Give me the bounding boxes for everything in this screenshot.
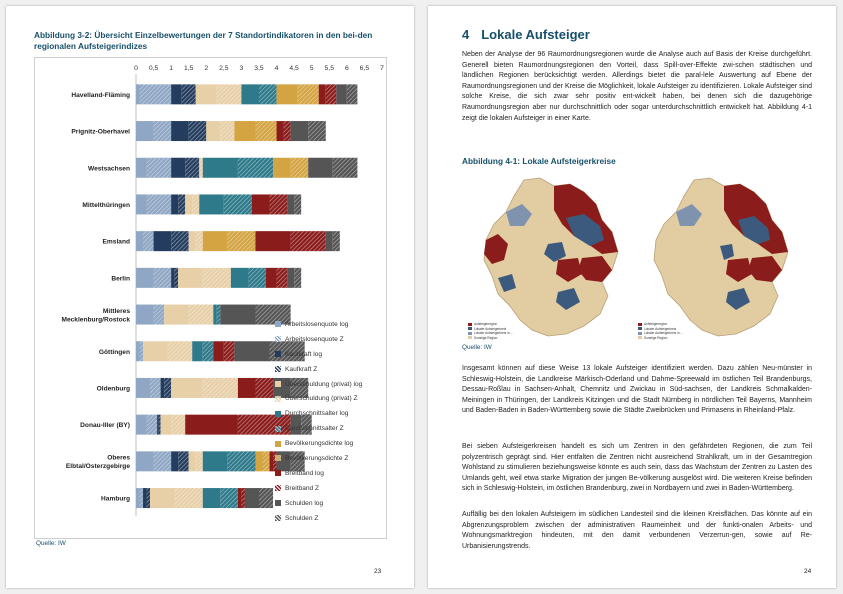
bar-segment-hatch [189, 121, 207, 141]
category-label: Mittelthüringen [82, 201, 130, 209]
map-legend-item: Aufsteigerregion [638, 322, 683, 326]
bar-segment [171, 194, 178, 214]
bar-segment [273, 158, 291, 178]
bar-segment [171, 121, 189, 141]
bar-segment-hatch [259, 488, 273, 508]
bar-segment [199, 194, 224, 214]
bar-segment [277, 84, 298, 104]
bar-segment-hatch [238, 158, 273, 178]
left-page [6, 6, 414, 588]
bar-segment [171, 378, 203, 398]
bar-segment-hatch [224, 341, 235, 361]
bar-segment [189, 451, 196, 471]
section-number: 4 [462, 27, 470, 42]
paragraph-south: Auffällig bei den lokalen Aufsteigern im südlichen Landesteil sind die kleinen Kreisflächen. Das könnte auf ein Abgrenzungsproblem zwischen der administrativen Raumeinheit und der funkti-onalen Arbeits- und Wohnungsmarktregion hindeuten, mit den damit verbundenen Verzerrun-gen, sowie auf Re-Urbanisierungstrends. [462, 511, 812, 550]
x-tick-label: 5 [309, 65, 314, 72]
bar-segment-hatch [154, 268, 172, 288]
bar-segment-hatch [185, 158, 199, 178]
bar-segment-hatch [284, 121, 291, 141]
bar-segment [178, 268, 203, 288]
map-legend-item: Lokaler Aufsteigerkreis in ... [468, 331, 513, 335]
bar-segment [270, 451, 274, 471]
bar-segment [319, 84, 326, 104]
bar-segment-hatch [199, 158, 203, 178]
legend-item [275, 481, 362, 496]
category-label: Elbtal/Osterzgebirge [65, 463, 130, 471]
x-tick-label: 2 [204, 65, 209, 72]
map-legend-item: Sonstige Region [638, 336, 683, 340]
legend-item [275, 391, 362, 406]
bar-segment [171, 451, 178, 471]
bar-segment [164, 305, 189, 325]
bar-segment-hatch [178, 194, 185, 214]
legend-swatch [275, 396, 281, 402]
bar-segment-hatch [147, 415, 158, 435]
bar-segment-hatch [171, 415, 185, 435]
bar-segment-hatch [147, 194, 172, 214]
legend-label: Arbeitslosenquote Z [285, 335, 344, 343]
legend-label: Bevölkerungsdichte Z [285, 454, 349, 462]
bar-segment-hatch [220, 488, 238, 508]
bar-segment [234, 121, 255, 141]
bar-segment-hatch [326, 84, 337, 104]
category-label: Westsachsen [87, 165, 130, 173]
bar-segment-hatch [171, 231, 189, 251]
bar-segment-hatch [294, 194, 301, 214]
map-legend-item: Aufsteigerregion [468, 322, 513, 326]
bar-segment-hatch [147, 158, 172, 178]
page-number-right: 24 [804, 568, 812, 575]
bar-segment [154, 231, 172, 251]
legend-label: Überschuldung (privat) Z [285, 395, 358, 403]
germany-map-right [632, 174, 802, 342]
bar-segment-hatch [298, 84, 319, 104]
bar-segment [150, 488, 175, 508]
bar-segment-hatch [147, 488, 151, 508]
bar-segment [196, 84, 217, 104]
legend-swatch [275, 441, 281, 447]
bar-segment-hatch [159, 415, 161, 435]
legend-swatch [275, 515, 281, 521]
bar-segment [171, 268, 175, 288]
paragraph-local-risers: Insgesamt können auf diese Weise 13 lokale Aufsteiger identifiziert werden. Dazu zählen Neu-münster in Schleswig-Holstein, die Landkreise Märkisch-Oderland und Dahme-Spreewald im östlichen Teil Brandenburgs, Dessau-Roßlau in Sachsen-Anhalt, Chemnitz und Zwickau in Süd-sachsen, der Landkreis Schmalkalden-Meiningen in Thüringen, der Landkreis Kitzingen und die Stadt Nürnberg in nördlichen Teil Bayerns, Mannheim und Baden-Baden in Baden-Württemberg sowie die Städte Zweibrücken und Primasens in Rheinland-Pfalz. [462, 365, 812, 415]
bar-segment-hatch [140, 488, 144, 508]
map-legend-item: Sonstige Region [468, 336, 513, 340]
bar-segment-hatch [203, 378, 238, 398]
legend-item [275, 362, 362, 377]
bar-segment [203, 231, 228, 251]
bar-segment [238, 378, 256, 398]
bar-segment-hatch [168, 341, 193, 361]
bar-segment [192, 341, 203, 361]
bar-segment [234, 341, 269, 361]
bar-segment-hatch [140, 84, 172, 104]
bar-segment-hatch [175, 488, 203, 508]
bar-segment-hatch [333, 231, 340, 251]
x-tick-label: 3,5 [254, 65, 264, 72]
bar-segment-hatch [203, 268, 231, 288]
bar-segment [308, 158, 333, 178]
right-page [428, 6, 836, 588]
bar-segment [136, 451, 154, 471]
bar-segment [336, 84, 347, 104]
bar-segment-hatch [259, 84, 277, 104]
category-label: Emsland [102, 238, 130, 246]
bar-segment [241, 84, 259, 104]
x-tick-label: 6,5 [359, 65, 370, 72]
bar-segment [136, 268, 154, 288]
category-label: Donau-Iller (BY) [80, 422, 130, 430]
legend-item [275, 496, 362, 511]
germany-map-left [462, 174, 632, 342]
legend-item [275, 451, 362, 466]
bar-segment [277, 121, 284, 141]
bar-segment [171, 158, 185, 178]
legend-swatch [275, 426, 281, 432]
figure-4-1-title: Abbildung 4-1: Lokale Aufsteigerkreise [462, 156, 616, 166]
category-label: Berlin [111, 275, 130, 283]
bar-segment [266, 268, 277, 288]
bar-segment [203, 158, 238, 178]
bar-segment [161, 415, 172, 435]
legend-swatch [275, 455, 281, 461]
bar-segment [136, 231, 143, 251]
paragraph-intro: Neben der Analyse der 96 Raumordnungsregionen wurde die Analyse auch auf Basis der Kreise durchgeführt. Generell bieten Raumordnungsregionen den Vorteil, dass Spill-over-Effekte zwi-schen städtischen und ländlichen Regionen berücksichtigt werden. Allerdings bietet die paral-lele Auswertung auf Ebene der Raumordnungsregionen und der Kreise die Möglichkeit, lokale Aufsteiger zu identifizieren. Lokale Aufsteiger sind solche Kreise, die sich zwar sehr positiv ent-wickelt haben, bei denen sich die dazugehörige Raumordnungsregion aber nur durchschnittlich oder sogar unterdurchschnittlich entwickelt hat. Abbildung 4-1 zeigt die lokalen Aufsteiger in einer Karte. [462, 51, 812, 122]
bar-segment [185, 194, 192, 214]
bar-segment-hatch [189, 305, 214, 325]
bar-segment [171, 84, 182, 104]
category-label: Oberes [107, 454, 130, 462]
map-legend-item: Lokaler Aufsteigerkreis [468, 327, 513, 331]
bar-segment [255, 451, 262, 471]
legend-item [275, 332, 362, 347]
legend-label: Kaufkraft Z [285, 365, 318, 373]
category-label: Mecklenburg/Rostock [61, 316, 130, 324]
legend-swatch [275, 500, 281, 506]
legend-label: Kaufkraft log [285, 350, 323, 358]
bar-segment-hatch [224, 194, 252, 214]
bar-segment-hatch [203, 341, 214, 361]
bar-segment-hatch [192, 194, 199, 214]
x-tick-label: 5,5 [324, 65, 334, 72]
map-legend-item: Lokaler Aufsteigerkreis in ... [638, 331, 683, 335]
legend-swatch [275, 411, 281, 417]
legend-label: Überschuldung (privat) log [285, 380, 363, 388]
paragraph-centers: Bei sieben Aufsteigerkreisen handelt es sich um Zentren in den gefährdeten Regionen, die zum Teil polyzentrisch geprägt sind. Hier entfalten die Zentren nicht ausreichend Strahlkraft, um in der Gesamtregion Wohlstand zu stimulieren beziehungsweise könnte es auch sein, dass das Wachstum der Zentren zu Lasten des Umlands geht, weil etwa starke Migration der jungen Be-völkerung ausgelöst wird. Die weiteren Kreise befinden sich in Schleswig-Holstein, im östlichen Brandenburg, zwei in Nordbayern und zwei in Baden-Württemberg. [462, 443, 812, 493]
bar-segment [136, 84, 140, 104]
legend-item [275, 317, 362, 332]
bar-segment-hatch [154, 121, 172, 141]
legend-label: Durchschnittsalter Z [285, 425, 344, 433]
bar-segment [213, 341, 224, 361]
bar-segment-hatch [182, 84, 196, 104]
legend-swatch [275, 351, 281, 357]
bar-segment [326, 231, 333, 251]
legend-label: Breitband Z [285, 484, 320, 492]
map-legend-left [468, 322, 513, 340]
bar-segment [136, 488, 140, 508]
category-label: Hamburg [101, 495, 130, 503]
category-label: Prignitz-Oberhavel [71, 128, 130, 136]
category-label: Havelland-Fläming [71, 91, 130, 99]
bar-segment-hatch [294, 268, 301, 288]
x-tick-label: 4 [274, 65, 279, 72]
legend-label: Arbeitslosenquote log [285, 320, 349, 328]
bar-segment [136, 158, 147, 178]
figure-3-2-title: Abbildung 3-2: Übersicht Einzelbewertungen der 7 Standortindikatoren in den bei-den regionalen Aufsteigerindizes [34, 30, 373, 51]
legend-swatch [275, 381, 281, 387]
bar-segment-hatch [196, 451, 203, 471]
legend-swatch [275, 366, 281, 372]
bar-segment-hatch [143, 231, 154, 251]
bar-segment-hatch [140, 341, 144, 361]
legend-swatch [275, 485, 281, 491]
x-tick-label: 6 [344, 65, 349, 72]
bar-segment [189, 231, 196, 251]
bar-segment-hatch [347, 84, 358, 104]
bar-segment-hatch [178, 451, 189, 471]
bar-segment-hatch [255, 121, 276, 141]
x-tick-label: 7 [380, 65, 384, 72]
legend-label: Bevölkerungsdichte log [285, 440, 354, 448]
bar-segment [161, 378, 165, 398]
bar-segment [231, 268, 249, 288]
x-tick-label: 4,5 [289, 65, 299, 72]
section-title: Lokale Aufsteiger [481, 27, 590, 42]
bar-segment-hatch [227, 231, 255, 251]
legend-item [275, 421, 362, 436]
bar-segment [157, 415, 159, 435]
legend-label: Breitband log [285, 469, 324, 477]
bar-segment-hatch [333, 158, 358, 178]
bar-segment [245, 488, 259, 508]
x-tick-label: 0,5 [148, 65, 159, 72]
legend-swatch [275, 321, 281, 327]
legend-item [275, 347, 362, 362]
bar-segment [287, 268, 294, 288]
bar-segment [185, 415, 238, 435]
section-heading [462, 27, 590, 42]
legend-item [275, 436, 362, 451]
bar-segment [220, 305, 255, 325]
bar-segment [287, 194, 294, 214]
bar-segment [136, 415, 147, 435]
category-label: Oldenburg [96, 385, 130, 393]
bar-segment-hatch [308, 121, 326, 141]
legend-label: Durchschnittsalter log [285, 410, 349, 418]
bar-segment-hatch [248, 268, 266, 288]
bar-segment-hatch [270, 194, 288, 214]
bar-segment [136, 341, 140, 361]
bar-segment [213, 305, 217, 325]
bar-segment [143, 341, 168, 361]
bar-segment [238, 488, 242, 508]
category-label: Mittleres [102, 307, 130, 315]
page-number-left: 23 [374, 568, 382, 575]
bar-segment-hatch [150, 378, 161, 398]
bar-segment-hatch [291, 231, 326, 251]
source-right: Quelle: IW [462, 344, 492, 351]
bar-segment-hatch [255, 378, 273, 398]
bar-segment-hatch [154, 451, 172, 471]
bar-segment [143, 488, 147, 508]
map-legend-right [638, 322, 683, 340]
bar-segment [136, 194, 147, 214]
bar-segment-hatch [277, 268, 288, 288]
x-tick-label: 1,5 [183, 65, 194, 72]
legend-label: Schulden Z [285, 514, 319, 522]
legend-label: Schulden log [285, 499, 324, 507]
bar-segment-hatch [291, 158, 309, 178]
source-left: Quelle: IW [36, 540, 66, 547]
x-tick-label: 1 [169, 65, 174, 72]
bar-segment-hatch [154, 305, 165, 325]
bar-segment-hatch [217, 84, 242, 104]
bar-segment-hatch [217, 305, 221, 325]
bar-segment-hatch [263, 451, 270, 471]
map-left [462, 174, 632, 342]
legend-swatch [275, 336, 281, 342]
bar-segment [203, 451, 228, 471]
legend-item [275, 466, 362, 481]
bar-segment-hatch [175, 268, 179, 288]
bar-segment [206, 121, 220, 141]
legend-item [275, 406, 362, 421]
chart-legend [275, 317, 362, 525]
bar-segment [252, 194, 270, 214]
bar-segment-hatch [227, 451, 255, 471]
bar-segment [136, 305, 154, 325]
x-tick-label: 3 [239, 65, 244, 72]
bar-segment [136, 121, 154, 141]
legend-item [275, 511, 362, 526]
map-legend-item: Lokaler Aufsteigerkreis [638, 327, 683, 331]
category-label: Göttingen [98, 348, 130, 356]
bar-segment-hatch [196, 231, 203, 251]
bar-segment-hatch [220, 121, 234, 141]
legend-item [275, 377, 362, 392]
bar-segment [203, 488, 221, 508]
bar-segment [136, 378, 150, 398]
bar-segment-hatch [164, 378, 171, 398]
bar-segment [255, 231, 290, 251]
map-right [632, 174, 802, 342]
bar-segment-hatch [241, 488, 245, 508]
x-tick-label: 2,5 [219, 65, 229, 72]
x-tick-label: 0 [134, 65, 138, 72]
chart-frame [34, 57, 387, 539]
bar-segment [291, 121, 309, 141]
legend-swatch [275, 470, 281, 476]
